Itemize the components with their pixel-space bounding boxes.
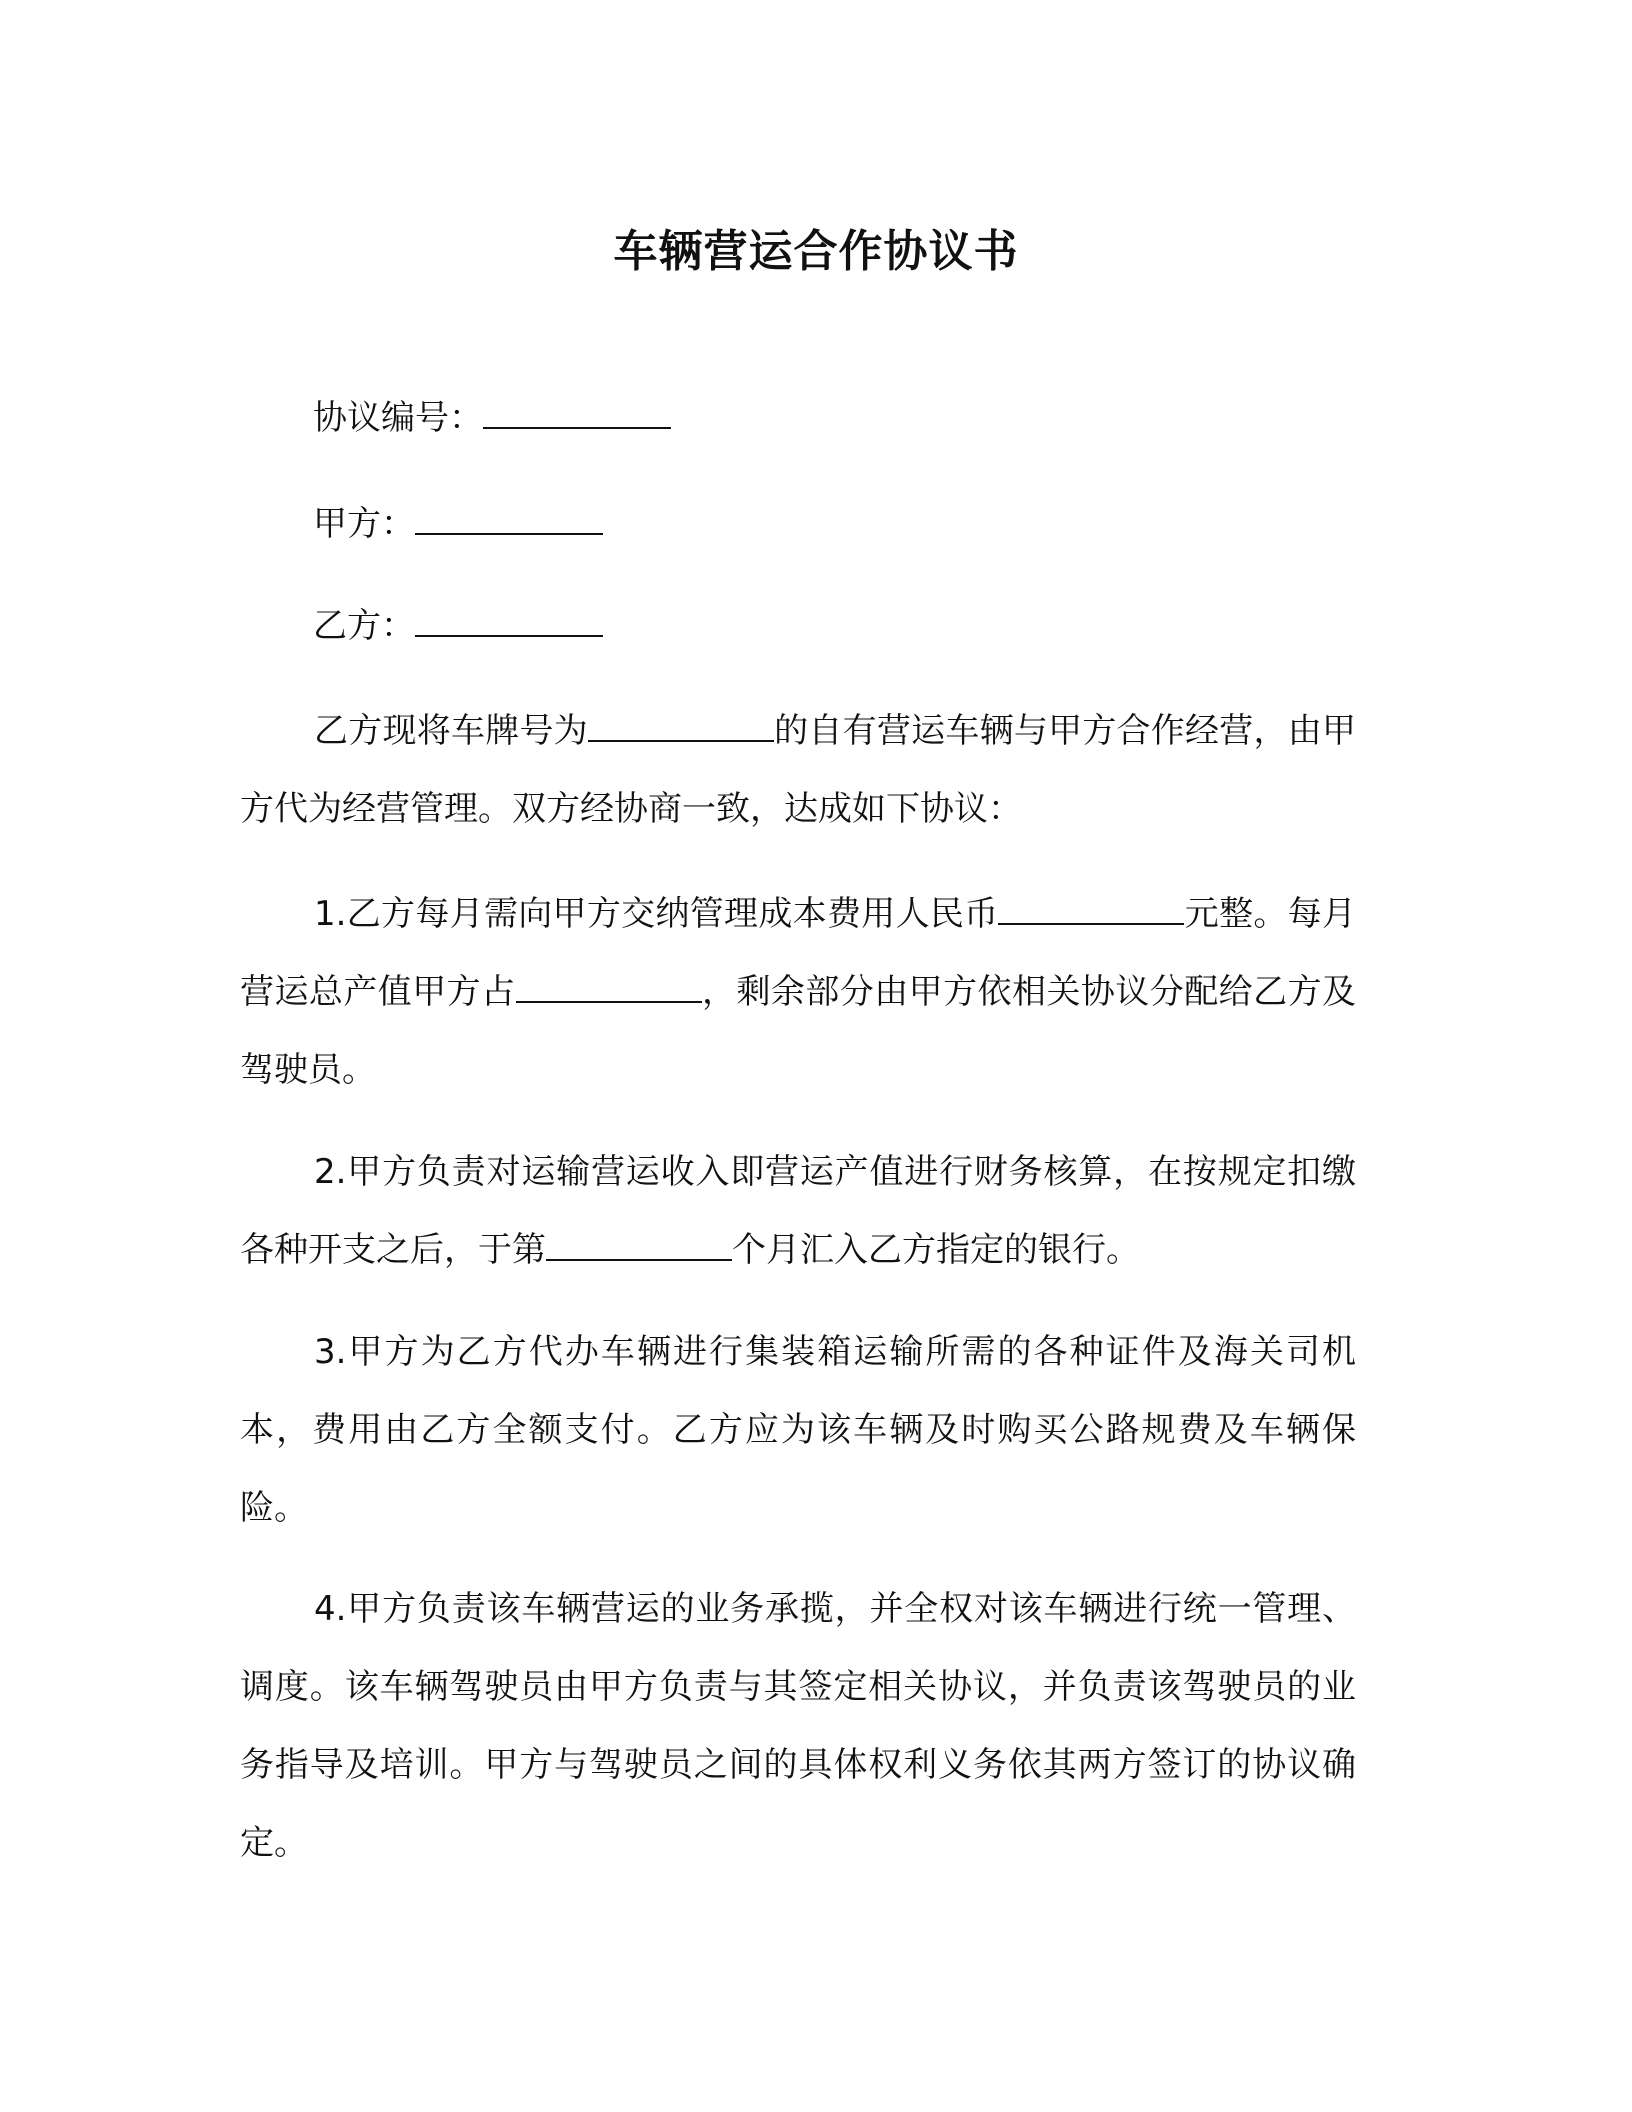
intro-text-before: 乙方现将车牌号为	[314, 711, 588, 751]
agreement-number-blank	[483, 397, 671, 429]
clause-1-part-1: 1.乙方每月需向甲方交纳管理成本费用人民币	[314, 894, 999, 934]
plate-number-blank	[588, 714, 774, 742]
clause-4: 4.甲方负责该车辆营运的业务承揽，并全权对该车辆进行统一管理、调度。该车辆驾驶员由甲方负责与其签定相关协议，并负责该驾驶员的业务指导及培训。甲方与驾驶员之间的具体权利义务依其两方签订的协议确定。	[240, 1589, 1356, 1863]
party-b-field	[313, 602, 603, 650]
month-number-blank	[546, 1233, 732, 1261]
party-a-blank	[415, 503, 603, 535]
clause-2-part-2: 个月汇入乙方指定的银行。	[732, 1230, 1140, 1270]
agreement-number-field	[313, 394, 671, 442]
output-share-blank	[516, 975, 702, 1003]
intro-paragraph	[240, 692, 1356, 848]
party-b-blank	[415, 605, 603, 637]
document-title: 车辆营运合作协议书	[613, 226, 1019, 277]
management-fee-blank	[998, 897, 1184, 925]
party-b-label: 乙方：	[313, 606, 415, 646]
clause-1-part-3: ，剩余部分由甲方依相关协议分配给乙方及驾驶员。	[240, 972, 1357, 1090]
clause-2-part-1: 2.甲方负责对运输营运收入即营运产值进行财务核算，在按规定扣缴各种开支之后，于第	[240, 1152, 1356, 1270]
clause-2	[240, 1133, 1356, 1289]
agreement-number-label: 协议编号：	[313, 398, 483, 438]
party-a-field	[313, 500, 603, 548]
clause-3: 3.甲方为乙方代办车辆进行集装箱运输所需的各种证件及海关司机本，费用由乙方全额支付。乙方应为该车辆及时购买公路规费及车辆保险。	[240, 1332, 1356, 1528]
clause-1-part-2: 元整。每月营运总产值甲方占	[240, 894, 1356, 1012]
clause-1	[240, 875, 1356, 1109]
intro-text-after: 的自有营运车辆与甲方合作经营，由甲方代为经营管理。双方经协商一致，达成如下协议：	[240, 711, 1357, 829]
party-a-label: 甲方：	[313, 504, 415, 544]
